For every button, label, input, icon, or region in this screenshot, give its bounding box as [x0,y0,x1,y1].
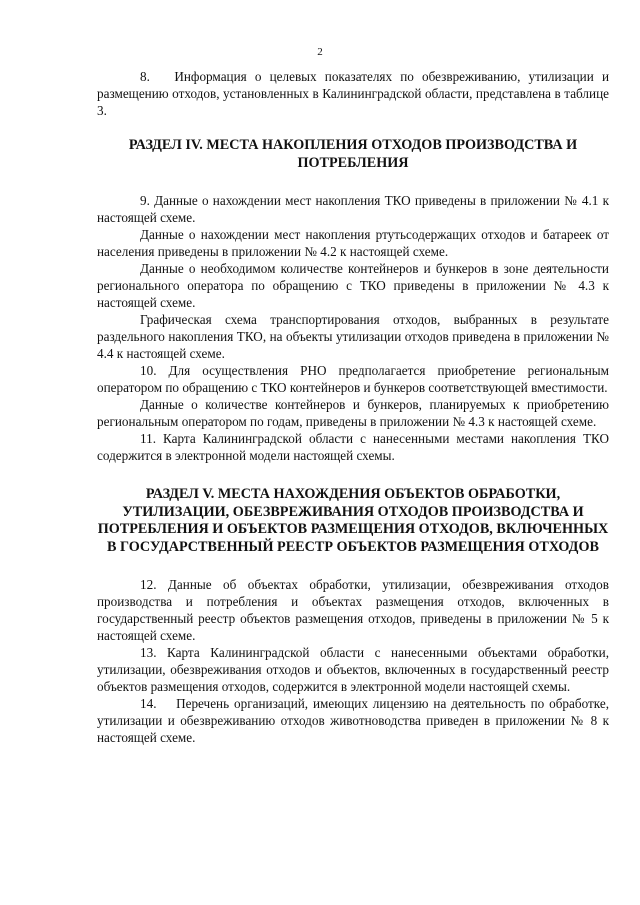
paragraph-10-purchase: Данные о количестве контейнеров и бункеров, планируемых к приобретению региональным оператором по годам, приведены в приложении № 4.3 к настоящей схеме. [97,397,609,429]
paragraph-13: 13. Карта Калининградской области с нанесенными объектами обработки, утилизации, обезвреживания отходов и объектов, включенных в государственный реестр объектов размещения отходов, содержится в электронной модели настоящей схемы. [97,645,609,694]
section-5-heading: РАЗДЕЛ V. МЕСТА НАХОЖДЕНИЯ ОБЪЕКТОВ ОБРАБОТКИ, УТИЛИЗАЦИИ, ОБЕЗВРЕЖИВАНИЯ ОТХОДОВ ПРОИЗВОДСТВА И ПОТРЕБЛЕНИЯ И ОБЪЕКТОВ РАЗМЕЩЕНИЯ ОТХОДОВ, ВКЛЮЧЕННЫХ В ГОСУДАРСТВЕННЫЙ РЕЕСТР ОБЪЕКТОВ РАЗМЕЩЕНИЯ ОТХОДОВ [97,486,609,555]
page-number: 2 [317,46,323,58]
paragraph-8: 8. Информация о целевых показателях по обезвреживанию, утилизации и размещению отходов, установленных в Калининградской области, представлена в таблице 3. [97,69,609,118]
paragraph-9-mercury: Данные о нахождении мест накопления ртутьсодержащих отходов и батареек от населения приведены в приложении № 4.2 к настоящей схеме. [97,227,609,259]
section-4-heading: РАЗДЕЛ IV. МЕСТА НАКОПЛЕНИЯ ОТХОДОВ ПРОИЗВОДСТВА И ПОТРЕБЛЕНИЯ [128,137,578,171]
paragraph-9: 9. Данные о нахождении мест накопления ТКО приведены в приложении № 4.1 к настоящей схеме. [97,193,609,225]
paragraph-10: 10. Для осуществления РНО предполагается приобретение региональным оператором по обращению с ТКО контейнеров и бункеров соответствующей вместимости. [97,363,609,395]
document-body [97,68,609,746]
paragraph-9-transport-scheme: Графическая схема транспортирования отходов, выбранных в результате раздельного накопления ТКО, на объекты утилизации отходов приведена в приложении № 4.4 к настоящей схеме. [97,312,609,361]
paragraph-11: 11. Карта Калининградской области с нанесенными местами накопления ТКО содержится в электронной модели настоящей схемы. [97,431,609,463]
paragraph-9-containers: Данные о необходимом количестве контейнеров и бункеров в зоне деятельности регионального оператора по обращению с ТКО приведены в приложении № 4.3 к настоящей схеме. [97,261,609,310]
paragraph-12: 12. Данные об объектах обработки, утилизации, обезвреживания отходов производства и потребления и объектах размещения отходов, включенных в государственный реестр объектов размещения отходов, приведены в приложении № 5 к настоящей схеме. [97,577,609,643]
paragraph-14: 14. Перечень организаций, имеющих лицензию на деятельность по обработке, утилизации и обезвреживанию отходов животноводства приведен в приложении № 8 к настоящей схеме. [97,696,609,745]
